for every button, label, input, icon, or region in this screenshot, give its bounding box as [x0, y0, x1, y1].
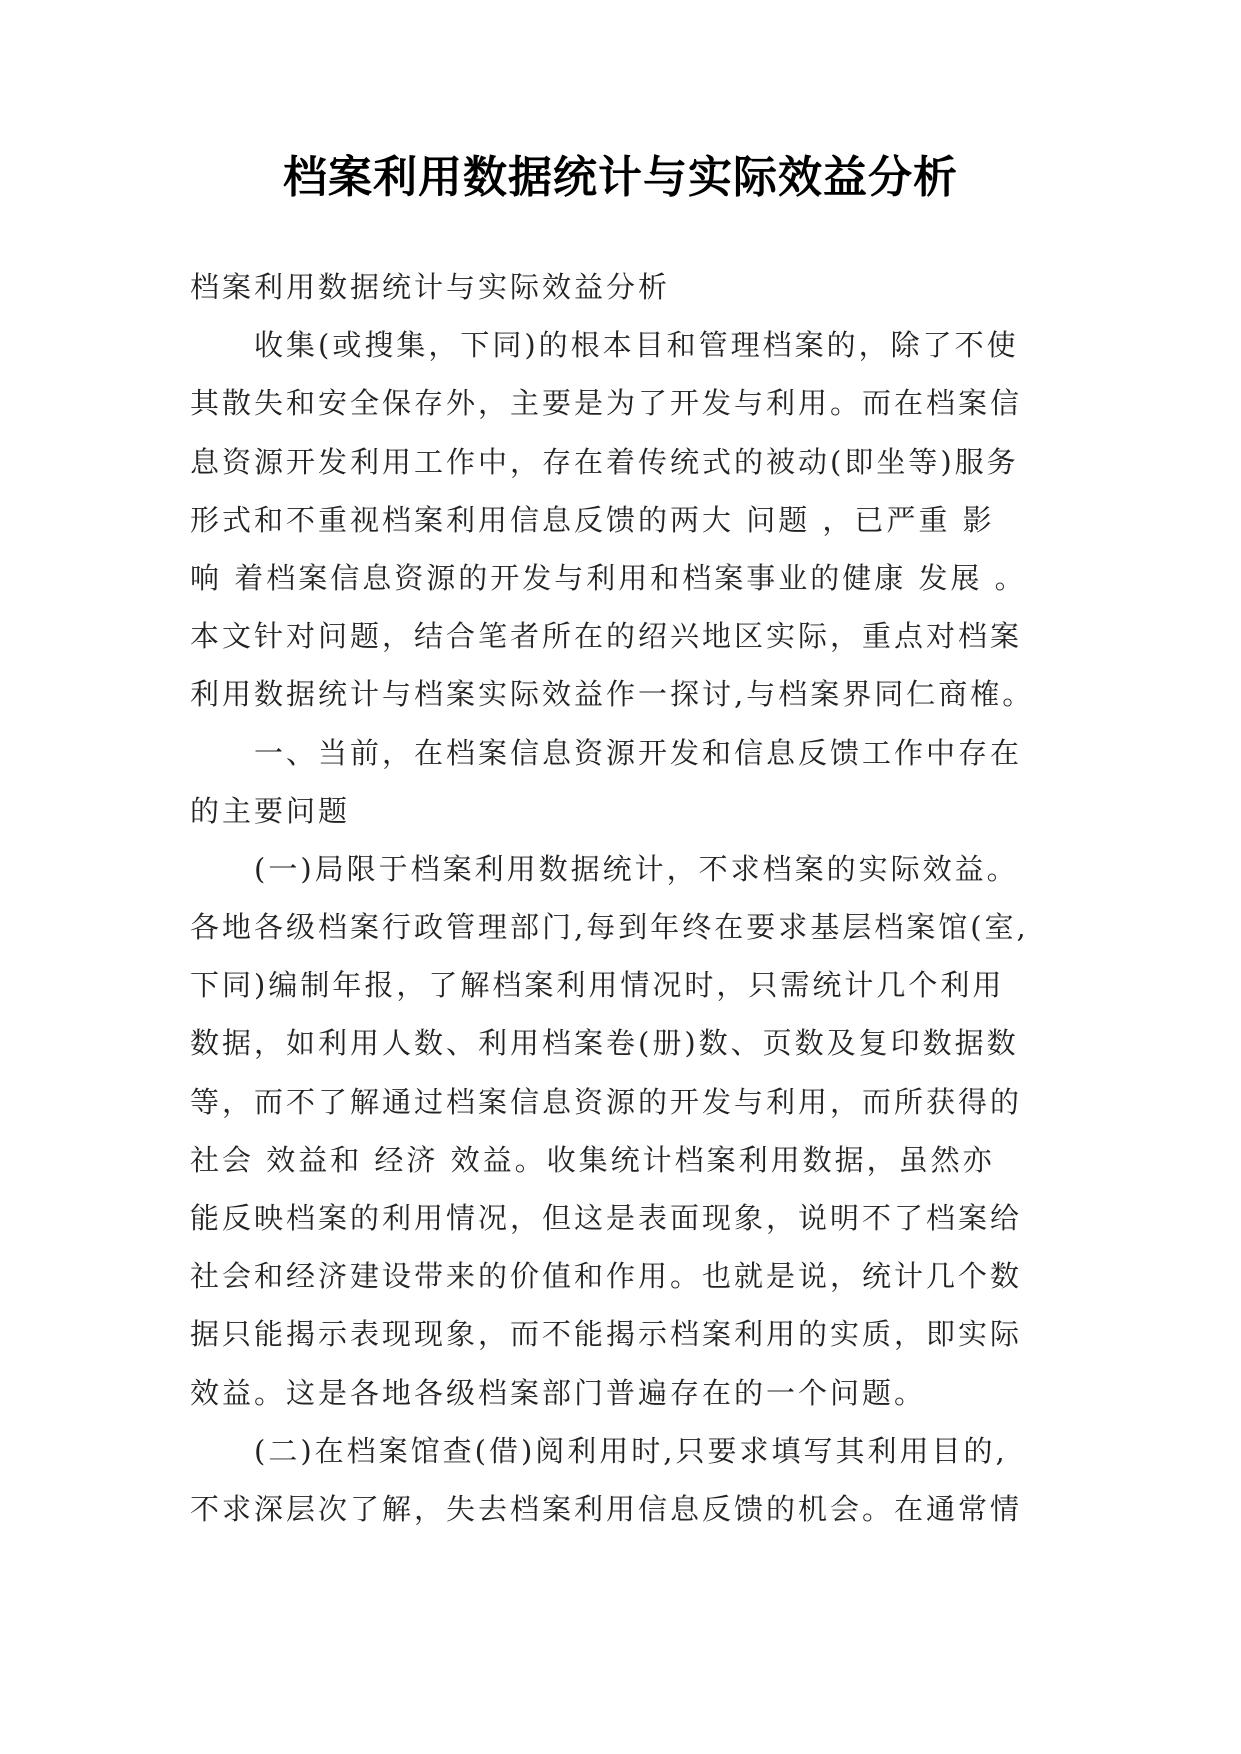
text-line: (一)局限于档案利用数据统计，不求档案的实际效益。: [254, 851, 1019, 886]
text-line: 效益。这是各地各级档案部门普遍存在的一个问题。: [190, 1375, 927, 1410]
text-line: 形式和不重视档案利用信息反馈的两大 问题 ，已严重 影: [190, 502, 995, 537]
text-line: 的主要问题: [190, 793, 351, 828]
text-line: 各地各级档案行政管理部门,每到年终在要求基层档案馆(室,: [190, 910, 1029, 945]
text-line: 能反映档案的利用情况，但这是表面现象，说明不了档案给: [190, 1201, 1023, 1235]
text-line: 一、当前，在档案信息资源开发和信息反馈工作中存在: [254, 735, 1023, 770]
text-line: 收集(或搜集，下同)的根本目和管理档案的，除了不使: [254, 328, 1019, 363]
document-title: 档案利用数据统计与实际效益分析: [283, 152, 958, 203]
text-line: 档案利用数据统计与实际效益分析: [190, 270, 671, 304]
text-line: 据只能揭示表现现象，而不能揭示档案利用的实质，即实际: [190, 1317, 1023, 1352]
text-line: 息资源开发利用工作中，存在着传统式的被动(即坐等)服务: [190, 444, 1019, 479]
text-line: 社会 效益和 经济 效益。收集统计档案利用数据，虽然亦: [190, 1142, 995, 1177]
text-line: 等，而不了解通过档案信息资源的开发与利用，而所获得的: [190, 1084, 1023, 1119]
text-line: (二)在档案馆查(借)阅利用时,只要求填写其利用目的,: [254, 1433, 1008, 1468]
document-body: [190, 258, 1058, 1538]
text-line: 数据，如利用人数、利用档案卷(册)数、页数及复印数据数: [190, 1026, 1019, 1061]
text-line: 响 着档案信息资源的开发与利用和档案事业的健康 发展 。: [190, 560, 1027, 595]
text-line: 利用数据统计与档案实际效益作一探讨,与档案界同仁商榷。: [190, 677, 1035, 712]
text-line: 下同)编制年报，了解档案利用情况时，只需统计几个利用: [190, 968, 1005, 1003]
text-line: 其散失和安全保存外，主要是为了开发与利用。而在档案信: [190, 386, 1023, 421]
text-line: 不求深层次了解，失去档案利用信息反馈的机会。在通常情: [190, 1491, 1023, 1526]
text-line: 社会和经济建设带来的价值和作用。也就是说，统计几个数: [190, 1259, 1023, 1294]
text-line: 本文针对问题，结合笔者所在的绍兴地区实际，重点对档案: [190, 619, 1023, 654]
